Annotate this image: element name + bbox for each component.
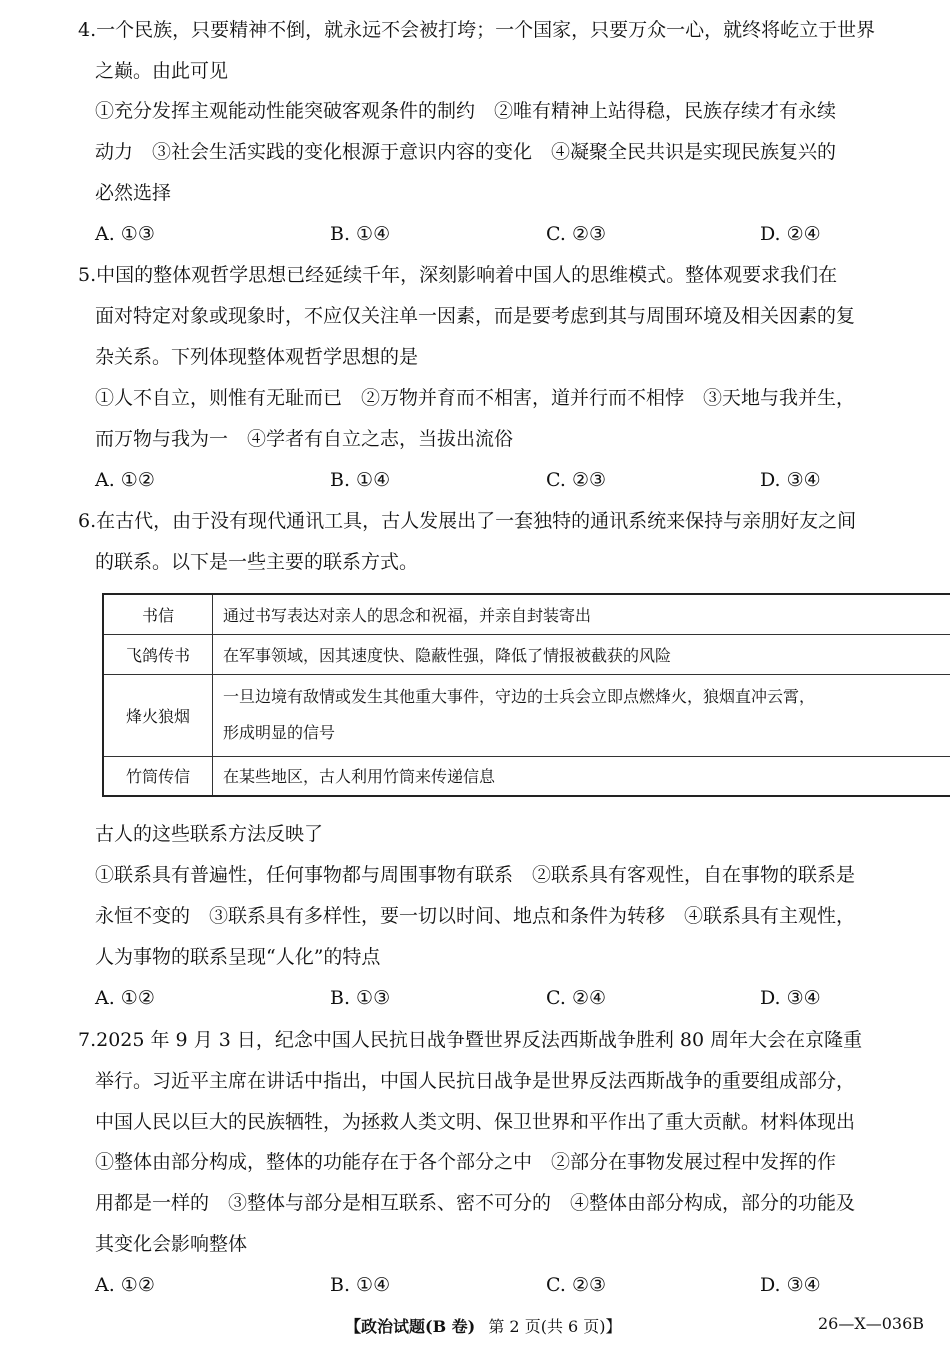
q5-option-d: D. ③④ [760,469,821,491]
q4-option-c: C. ②③ [546,223,607,245]
footer-code: 26—X—036B [818,1314,925,1333]
method-cell: 竹筒传信 [103,756,213,796]
q5-option-b: B. ①④ [330,469,391,491]
q6-stem-line-1: 6.在古代，由于没有现代通讯工具，古人发展出了一套独特的通讯系统来保持与亲朋好友之间 [78,510,857,532]
q7-line-2: 举行。习近平主席在讲话中指出，中国人民抗日战争是世界反法西斯战争的重要组成部分， [95,1070,856,1092]
table-row [103,674,950,756]
table-row [103,594,950,634]
q7-line-5: 用都是一样的 ③整体与部分是相互联系、密不可分的 ④整体由部分构成，部分的功能及 [95,1192,856,1214]
q4-statements-line-1: ①充分发挥主观能动性能突破客观条件的制约 ②唯有精神上站得稳，民族存续才有永续 [95,100,837,122]
footer-page-number: 第 2 页(共 6 页)】 [488,1317,622,1336]
q5-option-c: C. ②③ [546,469,607,491]
q4-statements-line-3: 必然选择 [95,182,172,204]
q6-statements-line-1: ①联系具有普遍性，任何事物都与周围事物有联系 ②联系具有客观性，自在事物的联系是 [95,864,856,886]
communication-methods-table [102,593,950,797]
q7-option-d: D. ③④ [760,1274,821,1296]
description-cell: 通过书写表达对亲人的思念和祝福，并亲自封装寄出 [213,594,950,634]
q5-stem-line-3: 杂关系。下列体现整体观哲学思想的是 [95,346,419,368]
q4-statements-line-2: 动力 ③社会生活实践的变化根源于意识内容的变化 ④凝聚全民共识是实现民族复兴的 [95,141,837,163]
q6-option-b: B. ①③ [330,987,391,1009]
q6-option-a: A. ①② [95,987,155,1009]
q6-stem-line-2: 的联系。以下是一些主要的联系方式。 [95,551,419,573]
q5-stem-line-1: 5.中国的整体观哲学思想已经延续千年，深刻影响着中国人的思维模式。整体观要求我们在 [78,264,838,286]
table-row [103,634,950,674]
q7-option-a: A. ①② [95,1274,155,1296]
q7-line-1: 7.2025 年 9 月 3 日，纪念中国人民抗日战争暨世界反法西斯战争胜利 80 周年大会在京隆重 [78,1029,863,1051]
q4-option-a: A. ①③ [95,223,155,245]
page-footer [345,1314,622,1337]
q6-option-d: D. ③④ [760,987,821,1009]
q7-option-b: B. ①④ [330,1274,391,1296]
description-cell: 在某些地区，古人利用竹筒来传递信息 [213,756,950,796]
description-line-2: 形成明显的信号 [223,723,336,742]
table-row [103,756,950,796]
description-line-1: 一旦边境有敌情或发生其他重大事件，守边的士兵会立即点燃烽火，狼烟直冲云霄， [223,687,816,706]
footer-exam-title: 【政治试题(B 卷) [345,1317,476,1336]
q6-question-line: 古人的这些联系方法反映了 [95,823,324,845]
q5-statements-line-1: ①人不自立，则惟有无耻而已 ②万物并育而不相害，道并行而不相悖 ③天地与我并生， [95,387,856,409]
description-cell: 在军事领域，因其速度快、隐蔽性强，降低了情报被截获的风险 [213,634,950,674]
q5-option-a: A. ①② [95,469,155,491]
q5-stem-line-2: 面对特定对象或现象时，不应仅关注单一因素，而是要考虑到其与周围环境及相关因素的复 [95,305,856,327]
q7-line-4: ①整体由部分构成，整体的功能存在于各个部分之中 ②部分在事物发展过程中发挥的作 [95,1151,837,1173]
q5-statements-line-2: 而万物与我为一 ④学者有自立之志，当拔出流俗 [95,428,514,450]
q6-statements-line-3: 人为事物的联系呈现“人化”的特点 [95,946,381,968]
method-cell: 飞鸽传书 [103,634,213,674]
q7-option-c: C. ②③ [546,1274,607,1296]
q7-line-6: 其变化会影响整体 [95,1233,248,1255]
q6-option-c: C. ②④ [546,987,607,1009]
q4-option-b: B. ①④ [330,223,391,245]
method-cell: 烽火狼烟 [103,674,213,756]
q4-stem-line-2: 之巅。由此可见 [95,60,229,82]
description-cell [213,674,950,756]
q4-option-d: D. ②④ [760,223,821,245]
q4-stem-line-1: 4.一个民族，只要精神不倒，就永远不会被打垮；一个国家，只要万众一心，就终将屹立于世界 [78,19,876,41]
method-cell: 书信 [103,594,213,634]
q6-statements-line-2: 永恒不变的 ③联系具有多样性，要一切以时间、地点和条件为转移 ④联系具有主观性， [95,905,856,927]
q7-line-3: 中国人民以巨大的民族牺牲，为拯救人类文明、保卫世界和平作出了重大贡献。材料体现出 [95,1111,856,1133]
